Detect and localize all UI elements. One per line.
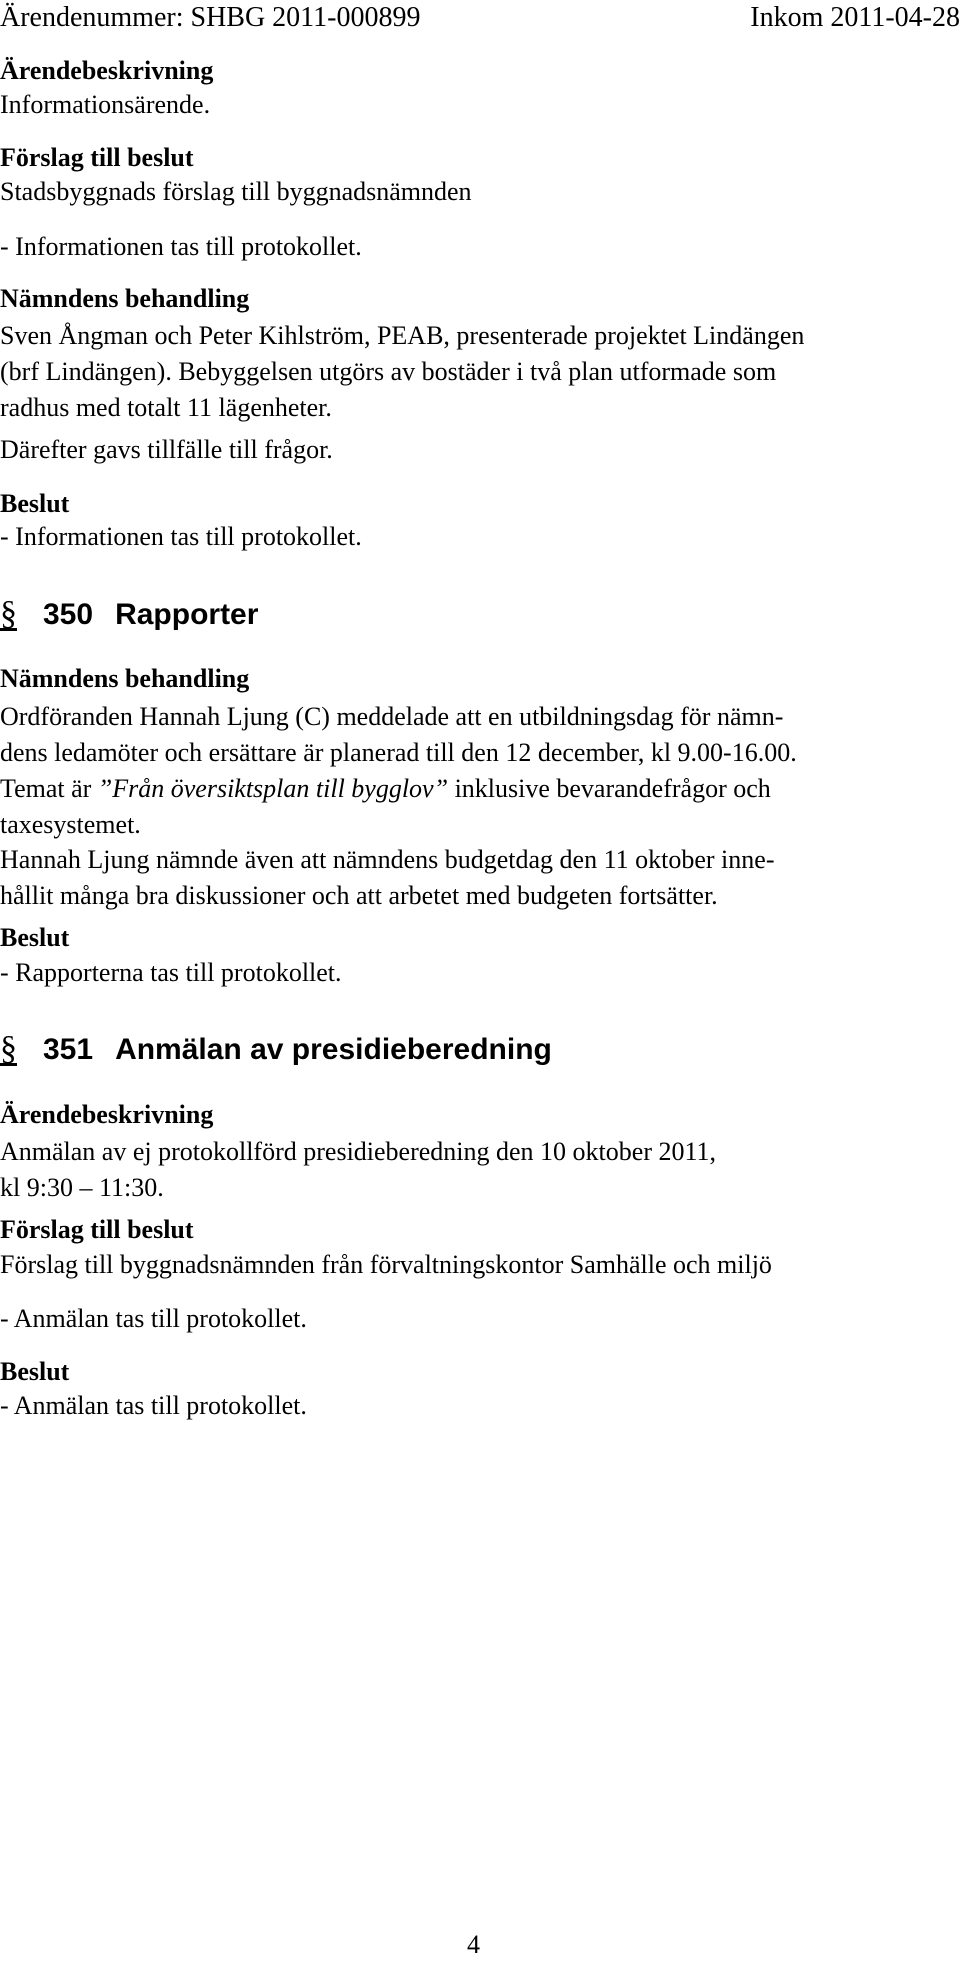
section-mark: § xyxy=(0,595,17,632)
heading-description: Ärendebeskrivning xyxy=(0,56,214,85)
paragraph-line: Hannah Ljung nämnde även att nämndens budgetdag den 11 oktober inne- xyxy=(0,845,775,874)
heading-decision: Beslut xyxy=(0,923,70,952)
proposal-decision-text: - Informationen tas till protokollet. xyxy=(0,232,362,261)
page-header xyxy=(0,2,960,42)
treatment-paragraph xyxy=(0,318,960,426)
proposal-text: Stadsbyggnads förslag till byggnadsnämnden xyxy=(0,177,472,206)
heading-treatment: Nämndens behandling xyxy=(0,284,250,313)
paragraph-line: hållit många bra diskussioner och att arbetet med budgeten fortsätter. xyxy=(0,881,718,910)
proposal-decision-text: - Anmälan tas till protokollet. xyxy=(0,1304,307,1333)
section-351-title xyxy=(0,1030,552,1068)
section-title-text: Anmälan av presidieberedning xyxy=(115,1033,552,1066)
decision-text: - Anmälan tas till protokollet. xyxy=(0,1391,307,1420)
section-number: 351 xyxy=(43,1033,94,1066)
decision-text: - Informationen tas till protokollet. xyxy=(0,522,362,551)
treatment-line: radhus med totalt 11 lägenheter. xyxy=(0,393,332,422)
description-text: Informationsärende. xyxy=(0,90,211,119)
paragraph-line xyxy=(0,771,960,807)
text-fragment: inklusive bevarandefrågor och xyxy=(448,774,771,803)
paragraph-line: Ordföranden Hannah Ljung (C) meddelade att en utbildningsdag för nämn- xyxy=(0,702,784,731)
heading-treatment: Nämndens behandling xyxy=(0,664,250,693)
section-mark: § xyxy=(0,1030,17,1067)
case-number: Ärendenummer: SHBG 2011-000899 xyxy=(0,2,421,33)
page-number: 4 xyxy=(467,1930,480,1959)
heading-description: Ärendebeskrivning xyxy=(0,1100,214,1129)
paragraph-line: kl 9:30 – 11:30. xyxy=(0,1173,164,1202)
treatment-line: Sven Ångman och Peter Kihlström, PEAB, presenterade projektet Lindängen xyxy=(0,321,805,350)
heading-decision: Beslut xyxy=(0,489,70,518)
heading-proposal: Förslag till beslut xyxy=(0,143,194,172)
decision-text: - Rapporterna tas till protokollet. xyxy=(0,958,342,987)
treatment-line: (brf Lindängen). Bebyggelsen utgörs av bostäder i två plan utformade som xyxy=(0,357,777,386)
heading-decision: Beslut xyxy=(0,1357,70,1386)
paragraph-line: taxesystemet. xyxy=(0,810,141,839)
heading-proposal: Förslag till beslut xyxy=(0,1215,194,1244)
section-350-paragraph-2 xyxy=(0,842,960,914)
received-date: Inkom 2011-04-28 xyxy=(750,2,960,33)
section-number: 350 xyxy=(43,598,94,631)
paragraph-line: Anmälan av ej protokollförd presidieberedning den 10 oktober 2011, xyxy=(0,1137,717,1166)
section-title-text: Rapporter xyxy=(115,598,259,631)
text-fragment: Temat är xyxy=(0,774,98,803)
description-paragraph xyxy=(0,1134,960,1206)
theme-title: ”Från översiktsplan till bygglov” xyxy=(97,774,449,803)
section-350-title xyxy=(0,595,258,633)
section-350-paragraph-1 xyxy=(0,699,960,843)
treatment-followup: Därefter gavs tillfälle till frågor. xyxy=(0,435,333,464)
proposal-text: Förslag till byggnadsnämnden från förvaltningskontor Samhälle och miljö xyxy=(0,1250,772,1279)
paragraph-line: dens ledamöter och ersättare är planerad till den 12 december, kl 9.00-16.00. xyxy=(0,738,797,767)
